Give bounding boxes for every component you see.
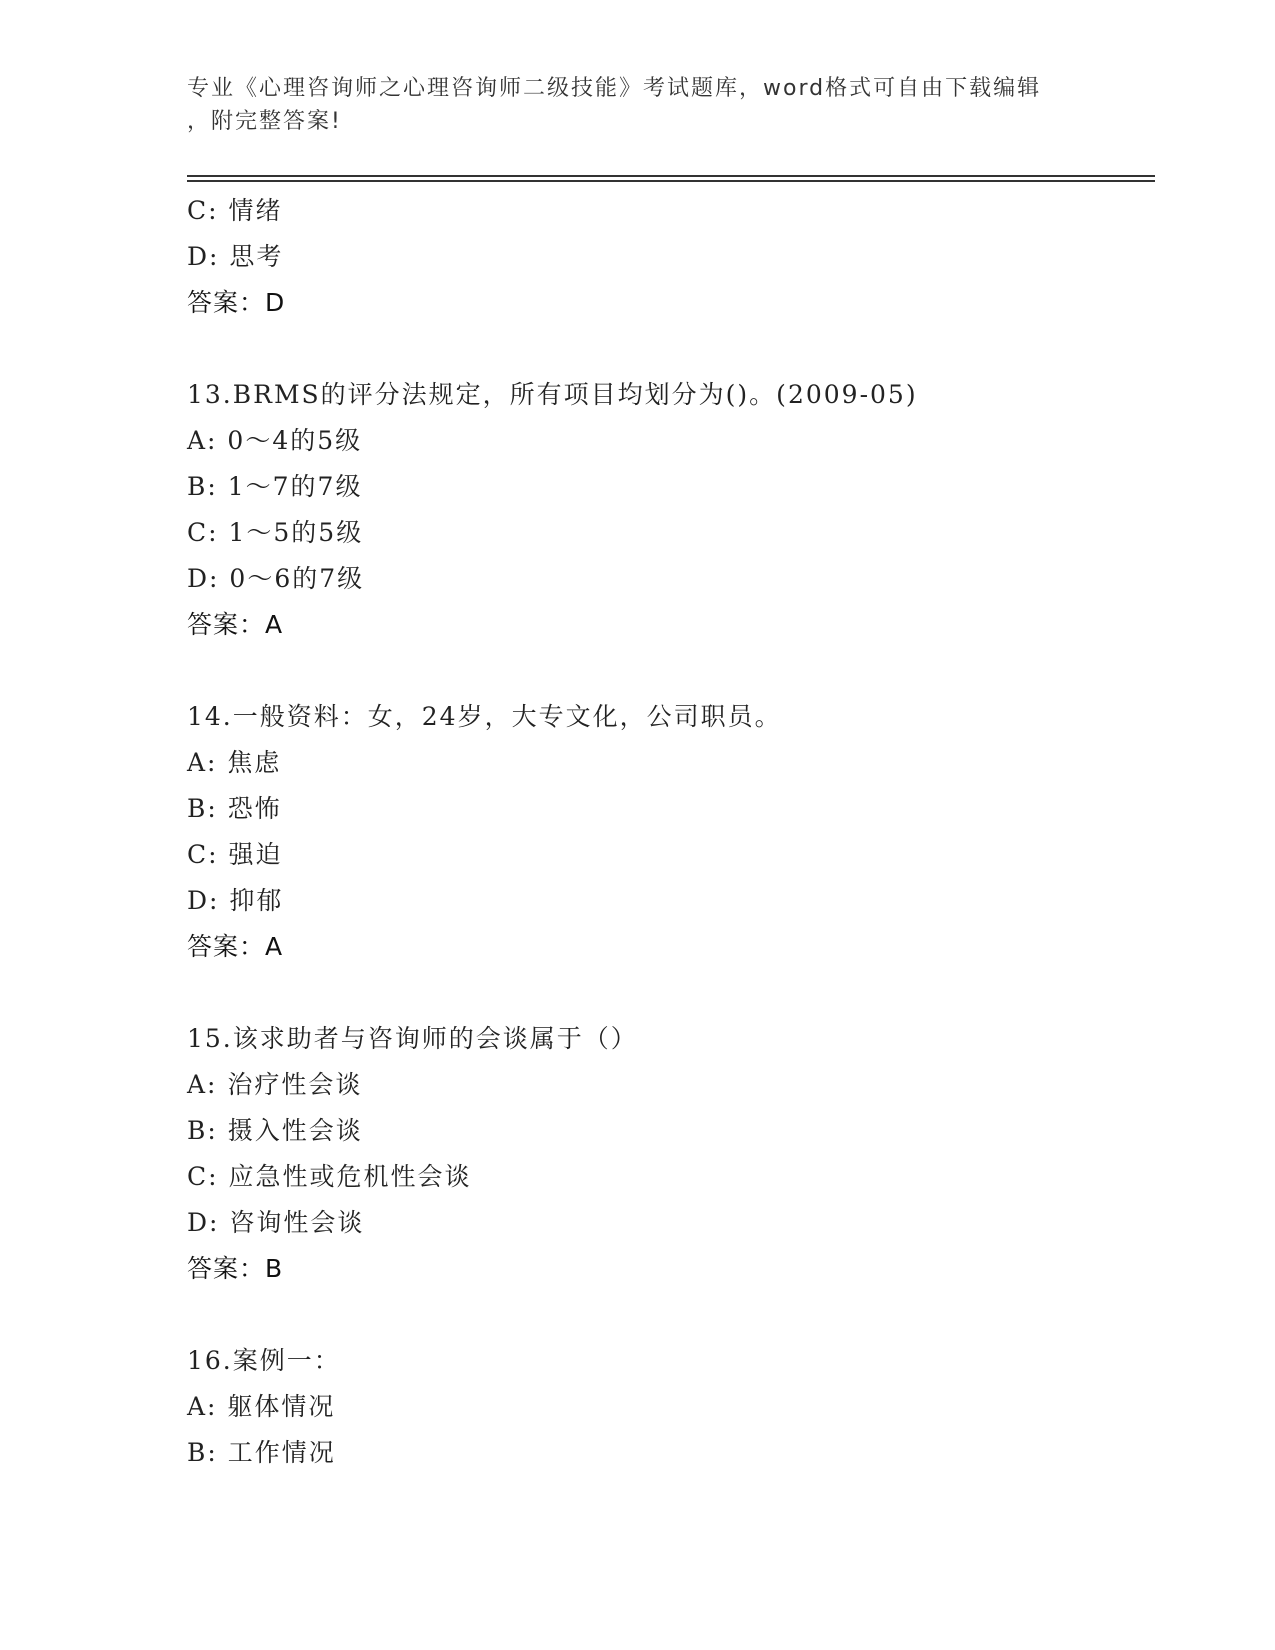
- question-13: [187, 372, 1147, 648]
- option-c: C: 情绪: [187, 196, 283, 225]
- question-list: [187, 188, 1147, 1476]
- option-a: A: 躯体情况: [187, 1392, 336, 1421]
- answer-text: 答案：D: [187, 288, 286, 317]
- option-b: B: 摄入性会谈: [187, 1116, 363, 1145]
- spacer: [187, 648, 1147, 694]
- answer-text: 答案：B: [187, 1254, 284, 1283]
- option-d: D: 思考: [187, 242, 284, 271]
- option-c: C: 应急性或危机性会谈: [187, 1162, 472, 1191]
- option-d: D: 抑郁: [187, 886, 284, 915]
- question-16: [187, 1338, 1147, 1476]
- option-b: B: 1～7的7级: [187, 472, 363, 501]
- option-d: D: 0～6的7级: [187, 564, 365, 593]
- spacer: [187, 1292, 1147, 1338]
- question-12-fragment: [187, 188, 1147, 326]
- spacer: [187, 326, 1147, 372]
- question-text: 13.BRMS的评分法规定，所有项目均划分为()。(2009-05): [187, 380, 918, 409]
- option-a: A: 治疗性会谈: [187, 1070, 363, 1099]
- answer-text: 答案：A: [187, 932, 284, 961]
- option-a: A: 焦虑: [187, 748, 282, 777]
- question-15: [187, 1016, 1147, 1292]
- option-b: B: 工作情况: [187, 1438, 336, 1467]
- option-a: A: 0～4的5级: [187, 426, 363, 455]
- header-title-line-1: 专业《心理咨询师之心理咨询师二级技能》考试题库，word格式可自由下载编辑: [187, 76, 1042, 101]
- option-b: B: 恐怖: [187, 794, 282, 823]
- header-divider-top: [187, 175, 1155, 177]
- question-14: [187, 694, 1147, 970]
- question-text: 16.案例一：: [187, 1346, 341, 1375]
- document-header: [187, 72, 1087, 138]
- header-title-line-2: ，附完整答案!: [187, 109, 342, 134]
- header-divider-bottom: [187, 180, 1155, 182]
- option-d: D: 咨询性会谈: [187, 1208, 365, 1237]
- answer-text: 答案：A: [187, 610, 284, 639]
- option-c: C: 1～5的5级: [187, 518, 364, 547]
- spacer: [187, 970, 1147, 1016]
- question-text: 14.一般资料：女，24岁，大专文化，公司职员。: [187, 702, 782, 731]
- question-text: 15.该求助者与咨询师的会谈属于（）: [187, 1024, 638, 1053]
- option-c: C: 强迫: [187, 840, 283, 869]
